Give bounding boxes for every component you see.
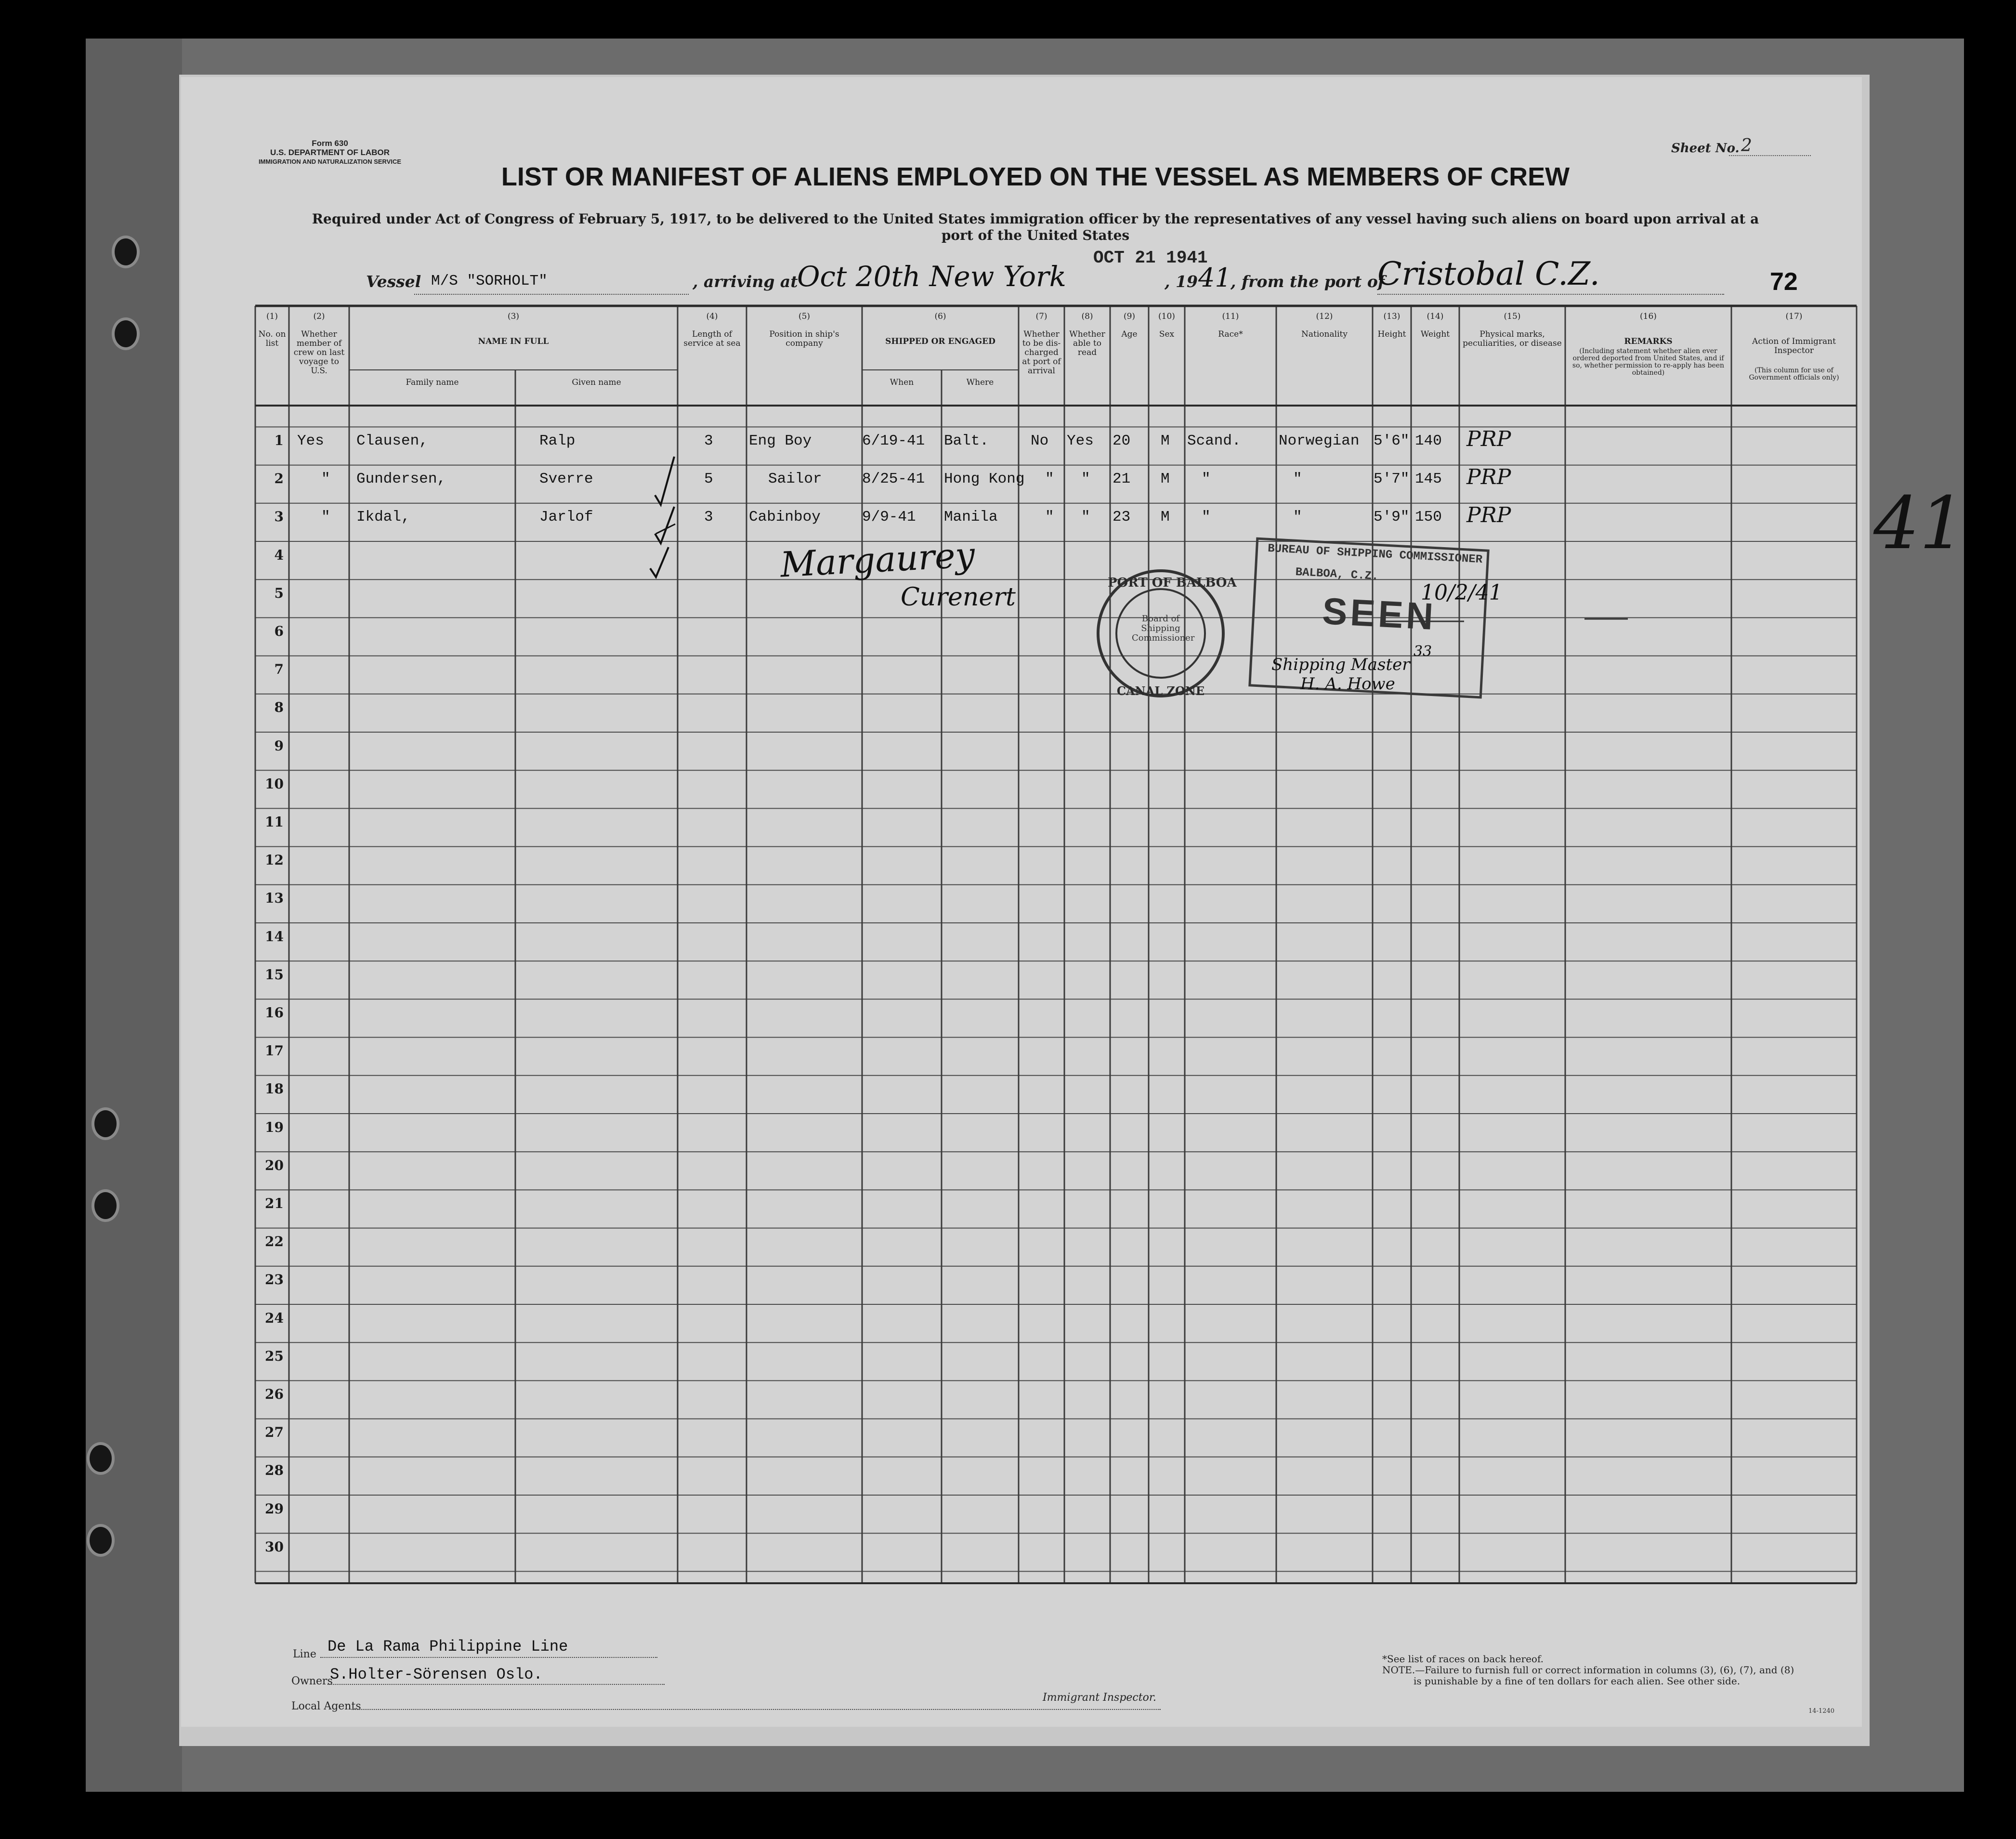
cell-service: 3 bbox=[704, 509, 713, 526]
cell-when: 9/9-41 bbox=[862, 509, 916, 526]
seal-bottom-text: CANAL ZONE bbox=[1116, 684, 1205, 698]
row-number: 19 bbox=[265, 1119, 284, 1135]
cell-read: " bbox=[1081, 471, 1090, 488]
agents-rule bbox=[352, 1709, 1161, 1710]
row-number: 5 bbox=[274, 585, 284, 601]
cell-position: Eng Boy bbox=[749, 433, 812, 449]
column-number: (16) bbox=[1640, 312, 1657, 321]
cell-nationality: " bbox=[1293, 509, 1302, 526]
column-label: Whether to be dis- charged at port of arrival bbox=[1022, 329, 1061, 376]
cell-service: 3 bbox=[704, 433, 713, 449]
row-number: 15 bbox=[265, 966, 284, 983]
row-number: 10 bbox=[265, 775, 284, 792]
column-number: (8) bbox=[1081, 312, 1093, 321]
cell-race: Scand. bbox=[1187, 433, 1241, 449]
column-label: Nationality bbox=[1301, 329, 1348, 339]
footer-note-1: *See list of races on back hereof. bbox=[1382, 1653, 1544, 1665]
corner-number: 72 bbox=[1770, 268, 1798, 296]
row-number: 18 bbox=[265, 1081, 284, 1097]
row-number: 4 bbox=[274, 547, 284, 563]
column-label: Age bbox=[1121, 329, 1138, 339]
column-label: SHIPPED OR ENGAGED bbox=[885, 337, 995, 346]
row-number: 16 bbox=[265, 1005, 284, 1021]
cell-marks: PRP bbox=[1466, 465, 1511, 490]
cell-nationality: " bbox=[1293, 471, 1302, 488]
cell-weight: 140 bbox=[1415, 433, 1442, 449]
cell-read: " bbox=[1081, 509, 1090, 526]
print-code: 14-1240 bbox=[1808, 1708, 1835, 1715]
column-number: (11) bbox=[1222, 312, 1239, 321]
column-note: (This column for use of Government officials only) bbox=[1749, 367, 1839, 381]
seal-center-text: Board of Shipping Commissioner bbox=[1132, 614, 1195, 643]
cell-sex: M bbox=[1161, 471, 1170, 488]
row-number: 6 bbox=[274, 623, 284, 639]
row-number: 26 bbox=[265, 1386, 284, 1402]
row-number: 28 bbox=[265, 1462, 284, 1479]
stamp-header: BUREAU OF SHIPPING COMMISSIONER bbox=[1267, 542, 1483, 567]
subtitle-line-2: port of the United States bbox=[941, 227, 1130, 243]
owners-rule bbox=[327, 1684, 665, 1685]
cell-position: Sailor bbox=[768, 471, 822, 488]
column-label: Physical marks, peculiarities, or disease bbox=[1463, 329, 1562, 348]
column-label: Weight bbox=[1420, 329, 1450, 339]
cell-given: Jarlof bbox=[539, 509, 593, 526]
footer-note-2: NOTE.—Failure to furnish full or correct information in columns (3), (6), (7), and (8) bbox=[1382, 1664, 1794, 1676]
cell-race: " bbox=[1202, 471, 1211, 488]
cell-age: 23 bbox=[1113, 509, 1131, 526]
column-label: Position in ship's company bbox=[769, 329, 839, 348]
column-number: (2) bbox=[313, 312, 325, 321]
cell-height: 5'7" bbox=[1374, 471, 1410, 488]
column-number: (10) bbox=[1158, 312, 1175, 321]
stamp-date: 10/2/41 bbox=[1421, 580, 1503, 605]
cell-weight: 145 bbox=[1415, 471, 1442, 488]
check-mark-icon bbox=[655, 457, 674, 505]
agents-label: Local Agents bbox=[291, 1700, 361, 1712]
row-number: 22 bbox=[265, 1234, 284, 1250]
cell-given: Sverre bbox=[539, 471, 593, 488]
row-number: 11 bbox=[265, 814, 284, 830]
row-number: 24 bbox=[265, 1310, 284, 1326]
cell-height: 5'9" bbox=[1374, 509, 1410, 526]
owners-value: S.Holter-Sörensen Oslo. bbox=[330, 1666, 543, 1683]
row-number: 23 bbox=[265, 1272, 284, 1288]
cell-position: Cabinboy bbox=[749, 509, 821, 526]
column-label: No. on list bbox=[258, 329, 286, 348]
row-rules bbox=[255, 427, 1857, 1571]
vessel-name: M/S "SORHOLT" bbox=[431, 273, 548, 289]
stamp-signature-1: Shipping Master bbox=[1271, 655, 1410, 674]
cell-family: Ikdal, bbox=[356, 509, 410, 526]
line-rule bbox=[320, 1657, 657, 1658]
column-label: Whether member of crew on last voyage to U.S. bbox=[293, 329, 345, 376]
cell-prior: " bbox=[321, 471, 330, 488]
stamp-place: BALBOA, C.Z. bbox=[1295, 565, 1379, 583]
column-number: (5) bbox=[798, 312, 811, 321]
row-number: 30 bbox=[265, 1538, 284, 1555]
seal-top-text: PORT OF BALBOA bbox=[1108, 576, 1237, 590]
subtitle-line-1: Required under Act of Congress of February 5, 1917, to be delivered to the United States immigration officer by the representatives of any vessel having such aliens on board upon arrival at a bbox=[312, 211, 1759, 227]
column-number: (4) bbox=[706, 312, 718, 321]
service-name: IMMIGRATION AND NATURALIZATION SERVICE bbox=[258, 158, 402, 165]
cell-prior: " bbox=[321, 509, 330, 526]
cell-discharged: " bbox=[1045, 471, 1054, 488]
cell-discharged: " bbox=[1045, 509, 1054, 526]
row-number: 17 bbox=[265, 1043, 284, 1059]
stamp-number: 33 bbox=[1414, 643, 1432, 660]
cell-read: Yes bbox=[1067, 433, 1094, 449]
row-number: 14 bbox=[265, 928, 284, 945]
row-number: 1 bbox=[274, 433, 284, 448]
column-number: (15) bbox=[1504, 312, 1521, 321]
footer-note-3: is punishable by a fine of ten dollars for each alien. See other side. bbox=[1414, 1675, 1741, 1687]
row-number: 9 bbox=[274, 737, 284, 754]
column-label: Action of Immigrant Inspector bbox=[1752, 337, 1836, 355]
line-label: Line bbox=[293, 1648, 316, 1660]
row-number: 29 bbox=[265, 1500, 284, 1517]
cell-family: Clausen, bbox=[356, 433, 428, 449]
cell-marks: PRP bbox=[1466, 427, 1511, 451]
cell-age: 20 bbox=[1113, 433, 1131, 449]
check-mark-icon bbox=[650, 547, 668, 577]
owners-label: Owners bbox=[291, 1675, 333, 1687]
row-number: 20 bbox=[265, 1157, 284, 1173]
signature-1: Margaurey bbox=[779, 534, 976, 585]
cell-given: Ralp bbox=[539, 433, 576, 449]
date-stamp: OCT 21 1941 bbox=[1093, 248, 1208, 268]
inspector-label: Immigrant Inspector. bbox=[1043, 1692, 1156, 1704]
cell-height: 5'6" bbox=[1374, 433, 1410, 449]
row-number: 8 bbox=[274, 699, 284, 716]
column-number: (1) bbox=[266, 312, 278, 321]
column-label: NAME IN FULL bbox=[478, 337, 549, 346]
cell-marks: PRP bbox=[1466, 503, 1511, 528]
column-number: (12) bbox=[1316, 312, 1333, 321]
cell-where: Manila bbox=[944, 509, 998, 526]
column-number: (14) bbox=[1427, 312, 1444, 321]
column-sublabel: Family name bbox=[406, 378, 459, 387]
column-label: Height bbox=[1377, 329, 1406, 339]
arrival-value: Oct 20th New York bbox=[797, 260, 1066, 293]
margin-mark: 41 bbox=[1873, 482, 1965, 565]
cell-where: Balt. bbox=[944, 433, 989, 449]
year-label: , 19 bbox=[1165, 272, 1198, 291]
row-number: 27 bbox=[265, 1424, 284, 1441]
form-number: Form 630 bbox=[312, 139, 348, 148]
cell-nationality: Norwegian bbox=[1279, 433, 1360, 449]
cell-age: 21 bbox=[1113, 471, 1131, 488]
stamp-seen: SEEN bbox=[1321, 589, 1438, 638]
column-number: (3) bbox=[507, 312, 520, 321]
year-value: 41 bbox=[1198, 263, 1231, 293]
cell-sex: M bbox=[1161, 509, 1170, 526]
arriving-label: , arriving at bbox=[693, 272, 798, 291]
column-sublabel: When bbox=[890, 378, 914, 387]
sheet-number-label: Sheet No. bbox=[1671, 141, 1740, 156]
column-label: Whether able to read bbox=[1069, 329, 1105, 357]
column-label: REMARKS bbox=[1624, 337, 1673, 346]
cell-when: 6/19-41 bbox=[862, 433, 925, 449]
row-number: 2 bbox=[274, 471, 284, 487]
cell-prior: Yes bbox=[297, 433, 324, 449]
sheet-number: 2 bbox=[1741, 136, 1752, 156]
column-sublabel: Where bbox=[966, 378, 994, 387]
column-number: (17) bbox=[1785, 312, 1803, 321]
cell-sex: M bbox=[1161, 433, 1170, 449]
row-number: 12 bbox=[265, 852, 284, 868]
column-number: (9) bbox=[1123, 312, 1136, 321]
cell-where: Hong Kong bbox=[944, 471, 1025, 488]
row-number: 7 bbox=[274, 661, 284, 678]
row-number: 3 bbox=[274, 509, 284, 525]
column-note: (Including statement whether alien ever ordered deported from United States, and if so, whether permission to re-apply has been obtained) bbox=[1572, 347, 1725, 377]
column-number: (7) bbox=[1035, 312, 1047, 321]
line-value: De La Rama Philippine Line bbox=[327, 1638, 568, 1655]
row-number: 13 bbox=[265, 890, 284, 906]
port-label: , from the port of bbox=[1231, 272, 1385, 291]
column-number: (6) bbox=[934, 312, 946, 321]
signature-2: Curenert bbox=[901, 583, 1016, 612]
row-number: 21 bbox=[265, 1195, 284, 1211]
vessel-label: Vessel bbox=[366, 272, 421, 291]
cell-when: 8/25-41 bbox=[862, 471, 925, 488]
cell-service: 5 bbox=[704, 471, 713, 488]
port-value: Cristobal C.Z. bbox=[1377, 255, 1600, 292]
column-rules bbox=[255, 306, 1857, 1583]
stamp-signature-2: H. A. Howe bbox=[1300, 674, 1395, 694]
column-label: Length of service at sea bbox=[683, 329, 741, 348]
column-number: (13) bbox=[1383, 312, 1401, 321]
form-title: LIST OR MANIFEST OF ALIENS EMPLOYED ON THE VESSEL AS MEMBERS OF CREW bbox=[501, 162, 1570, 191]
cell-weight: 150 bbox=[1415, 509, 1442, 526]
row-number: 25 bbox=[265, 1348, 284, 1364]
column-label: Race* bbox=[1218, 329, 1243, 339]
cell-family: Gundersen, bbox=[356, 471, 446, 488]
cell-discharged: No bbox=[1031, 433, 1049, 449]
department-name: U.S. DEPARTMENT OF LABOR bbox=[270, 148, 390, 157]
cell-race: " bbox=[1202, 509, 1211, 526]
check-mark-icon bbox=[655, 507, 674, 543]
column-label: Sex bbox=[1159, 329, 1175, 339]
column-sublabel: Given name bbox=[572, 378, 621, 387]
